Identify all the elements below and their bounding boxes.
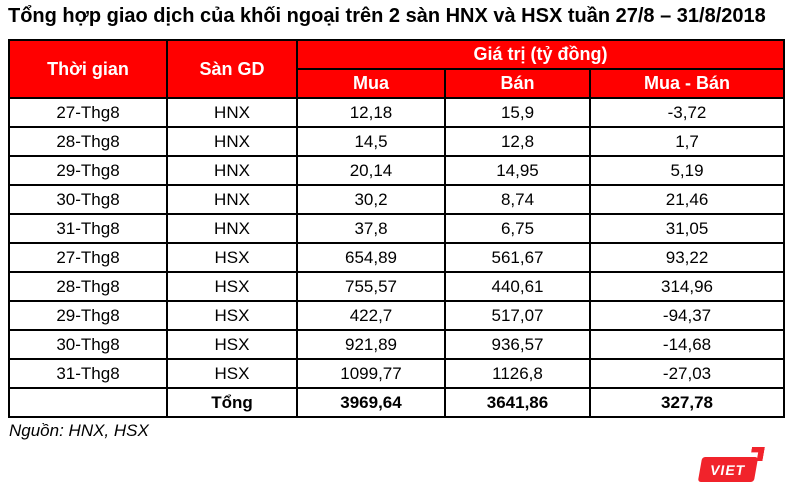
cell-exchange: HSX <box>167 243 297 272</box>
total-cell-label: Tổng <box>167 388 297 417</box>
viet-logo <box>699 447 763 483</box>
header-sell: Bán <box>445 69 590 98</box>
header-buy: Mua <box>297 69 445 98</box>
cell-time: 30-Thg8 <box>9 185 167 214</box>
cell-sell: 6,75 <box>445 214 590 243</box>
cell-net: -94,37 <box>590 301 784 330</box>
cell-time: 29-Thg8 <box>9 301 167 330</box>
cell-exchange: HSX <box>167 359 297 388</box>
cell-buy: 921,89 <box>297 330 445 359</box>
cell-sell: 14,95 <box>445 156 590 185</box>
total-cell-sell: 3641,86 <box>445 388 590 417</box>
header-time: Thời gian <box>9 40 167 98</box>
table-row <box>9 127 784 156</box>
table-body <box>9 98 784 417</box>
cell-exchange: HNX <box>167 156 297 185</box>
cell-net: 93,22 <box>590 243 784 272</box>
cell-exchange: HSX <box>167 330 297 359</box>
total-cell-time <box>9 388 167 417</box>
cell-time: 28-Thg8 <box>9 127 167 156</box>
cell-sell: 561,67 <box>445 243 590 272</box>
cell-exchange: HSX <box>167 272 297 301</box>
cell-buy: 1099,77 <box>297 359 445 388</box>
cell-net: -27,03 <box>590 359 784 388</box>
cell-time: 31-Thg8 <box>9 359 167 388</box>
cell-time: 27-Thg8 <box>9 243 167 272</box>
cell-time: 27-Thg8 <box>9 98 167 127</box>
table-header <box>9 40 784 98</box>
header-exchange: Sàn GD <box>167 40 297 98</box>
cell-net: 5,19 <box>590 156 784 185</box>
header-row-1 <box>9 40 784 69</box>
cell-sell: 15,9 <box>445 98 590 127</box>
table-row <box>9 156 784 185</box>
table-row <box>9 301 784 330</box>
viet-logo-shape <box>698 457 758 482</box>
total-row <box>9 388 784 417</box>
table-row <box>9 359 784 388</box>
table-row <box>9 330 784 359</box>
cell-sell: 1126,8 <box>445 359 590 388</box>
cell-net: 1,7 <box>590 127 784 156</box>
cell-time: 29-Thg8 <box>9 156 167 185</box>
cell-net: -3,72 <box>590 98 784 127</box>
logo-text: VIET <box>709 461 747 478</box>
cell-exchange: HNX <box>167 214 297 243</box>
cell-time: 30-Thg8 <box>9 330 167 359</box>
cell-net: 21,46 <box>590 185 784 214</box>
cell-buy: 422,7 <box>297 301 445 330</box>
cell-net: 31,05 <box>590 214 784 243</box>
cell-buy: 14,5 <box>297 127 445 156</box>
cell-exchange: HSX <box>167 301 297 330</box>
table-row <box>9 243 784 272</box>
cell-sell: 517,07 <box>445 301 590 330</box>
cell-sell: 12,8 <box>445 127 590 156</box>
source-note: Nguồn: HNX, HSX <box>9 421 149 440</box>
logo-body <box>698 457 758 482</box>
cell-time: 31-Thg8 <box>9 214 167 243</box>
total-cell-net: 327,78 <box>590 388 784 417</box>
cell-exchange: HNX <box>167 185 297 214</box>
cell-net: -14,68 <box>590 330 784 359</box>
total-cell-buy: 3969,64 <box>297 388 445 417</box>
table-row <box>9 272 784 301</box>
cell-time: 28-Thg8 <box>9 272 167 301</box>
foreign-transactions-table <box>8 39 785 418</box>
cell-sell: 936,57 <box>445 330 590 359</box>
cell-buy: 654,89 <box>297 243 445 272</box>
table-row <box>9 98 784 127</box>
cell-buy: 30,2 <box>297 185 445 214</box>
table-row <box>9 185 784 214</box>
cell-exchange: HNX <box>167 98 297 127</box>
cell-sell: 8,74 <box>445 185 590 214</box>
header-value-group: Giá trị (tỷ đồng) <box>297 40 784 69</box>
cell-sell: 440,61 <box>445 272 590 301</box>
cell-net: 314,96 <box>590 272 784 301</box>
cell-buy: 20,14 <box>297 156 445 185</box>
table-row <box>9 214 784 243</box>
page-title: Tổng hợp giao dịch của khối ngoại trên 2 sàn HNX và HSX tuần 27/8 – 31/8/2018 <box>8 5 766 27</box>
cell-buy: 12,18 <box>297 98 445 127</box>
cell-buy: 755,57 <box>297 272 445 301</box>
cell-exchange: HNX <box>167 127 297 156</box>
header-net: Mua - Bán <box>590 69 784 98</box>
cell-buy: 37,8 <box>297 214 445 243</box>
